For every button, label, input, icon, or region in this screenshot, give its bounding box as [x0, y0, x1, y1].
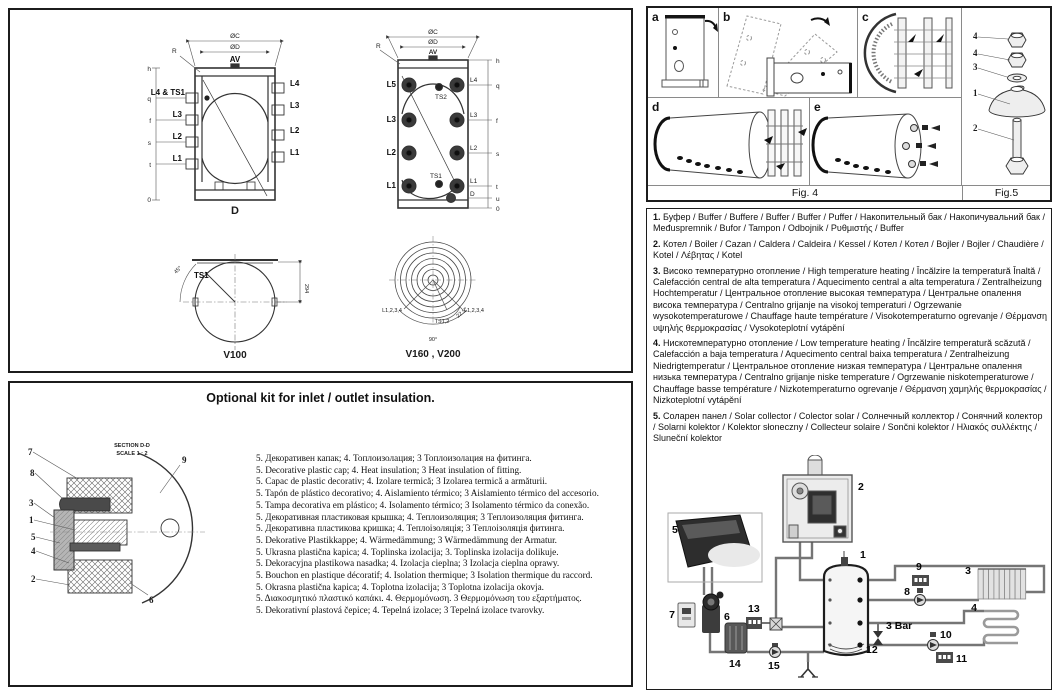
label-11: 11 — [956, 653, 968, 665]
callout-2: 2 — [31, 574, 36, 584]
kit-translation-list — [256, 453, 628, 617]
v100-bottom-labels — [173, 265, 309, 361]
label-2: 2 — [858, 481, 864, 493]
kit-line: 5. Декоративен капак; 4. Топлоизолация; 3 Топлоизолация на фитинга. — [256, 453, 532, 463]
solar-controller — [678, 603, 695, 627]
label-14: 14 — [729, 658, 741, 670]
port-label: L2 — [172, 132, 182, 141]
label-1: 1 — [860, 549, 866, 561]
kit-line: 5. Dekorativní plastová čepice; 4. Tepelná izolace; 3 Tepelná izolace tvarovky. — [256, 605, 545, 616]
dim-letter: q — [496, 83, 500, 90]
legend-item — [653, 411, 1047, 445]
base-label: D — [231, 205, 239, 217]
mounting-figures-panel — [646, 6, 1052, 202]
buffer-tank — [824, 551, 868, 655]
kit-line: 5. Capac de plastic decorativ; 4. Izolare termică; 3 Izolarea termică a armăturii. — [256, 476, 548, 487]
foot-callout-4a: 4 — [973, 31, 978, 41]
kit-line: 5. Bouchon en plastique décoratif; 4. Isolation thermique; 3 Isolation thermique du raccord. — [256, 570, 593, 581]
drain-symbol — [798, 662, 818, 677]
figure-b-drawing — [719, 8, 857, 97]
v100-front-view — [152, 41, 284, 200]
dim-letter: t — [149, 162, 151, 169]
port-label: L3 — [290, 101, 300, 110]
port-label: L1 — [172, 154, 182, 163]
figure-foot-drawing — [962, 8, 1050, 185]
foot-callout-4b: 4 — [973, 48, 978, 58]
fig4-caption: Fig. 4 — [648, 185, 962, 200]
port-label: L4 & TS1 — [150, 88, 185, 97]
port-label: L1 — [386, 181, 396, 190]
view-caption: V100 — [223, 350, 247, 361]
dim-letter: h — [147, 66, 151, 73]
view-caption: V160 , V200 — [405, 349, 461, 360]
ports-label: L1,2,3,4 — [464, 308, 484, 314]
port-label: L5 — [386, 80, 396, 89]
kit-line: 5. Ukrasna plastična kapica; 4. Toplinska izolacija; 3. Toplinska izolacija dolikuje. — [256, 546, 559, 557]
sensor-label: TS2 — [435, 94, 447, 101]
angle-label: 45° — [173, 265, 184, 276]
boiler — [783, 455, 852, 542]
legend-item-number: 5. — [653, 410, 661, 421]
section-title — [114, 443, 150, 457]
tank-dimensions-panel — [8, 8, 633, 373]
dim-letter: f — [149, 118, 151, 125]
legend-list — [653, 212, 1047, 449]
section-drawing — [33, 452, 205, 603]
sensor-label: TS1 — [194, 271, 209, 280]
port-label: L3 — [470, 112, 478, 119]
callout-9: 9 — [182, 455, 187, 465]
heat-exchanger — [725, 623, 747, 653]
foot-callout-3: 3 — [973, 62, 978, 72]
figure-c-label: c — [862, 10, 869, 24]
dim-letter: f — [496, 118, 498, 125]
kit-line: 5. Декоративная пластиковая крышка; 4. Теплоизоляция; 3 Теплоизоляция фитинга. — [256, 511, 584, 522]
air-vent-label: AV — [229, 55, 241, 64]
v200-bottom-labels — [382, 307, 484, 360]
legend-item-text: Високо температурно отопление / High temperature heating / Încălzire la temperatură Înaltă / Calefacción central de alta temperatura / Aquecimento central a alta temperatura / Zentralheizung Hochtemperatur / Центральное отопление высокая температура / Центральне опалення висока температура / Centralno grijanje na visokoj temperaturi / Ogrzewanie wysokotemperaturowe / Chauffage haute température / Visokotemperaturno ogrevanje / Θέρμανση υψηλής θερμοκρασίας / Vysokoteplotní vytápění — [653, 265, 1047, 333]
port-label: L1 — [290, 148, 300, 157]
label-12: 12 — [866, 644, 878, 656]
kit-line: 5. Tampa decorativa em plástico; 4. Isolamento térmico; 3 Isolamento térmico da conexão. — [256, 499, 590, 510]
figure-c-drawing — [858, 8, 961, 97]
air-vent-label: AV — [428, 49, 438, 56]
label-7: 7 — [669, 609, 675, 621]
radiator — [978, 569, 1026, 599]
dim-letter: 0 — [496, 206, 500, 213]
figure-c — [858, 8, 962, 98]
legend-item — [653, 239, 1047, 262]
angle-label: 22.5° — [455, 306, 470, 320]
figure-foot-exploded — [962, 8, 1050, 185]
dim-letter: 0 — [147, 197, 151, 204]
port-label: L2 — [290, 126, 300, 135]
callout-6: 6 — [149, 595, 154, 605]
foot-callout-1: 1 — [973, 88, 978, 98]
dim-phi-d: ØD — [428, 39, 438, 46]
drain-label: D — [470, 191, 475, 198]
fig5-caption: Fig.5 — [962, 185, 1050, 200]
port-label: L3 — [172, 110, 182, 119]
label-9: 9 — [916, 561, 922, 573]
label-4: 4 — [971, 602, 977, 614]
callout-8: 8 — [30, 468, 35, 478]
callout-5: 5 — [31, 532, 36, 542]
dim-letter: s — [496, 151, 500, 158]
scale-label: SCALE 1 : 2 — [116, 451, 148, 457]
sensor-label: TS1,2 — [434, 319, 450, 325]
tank-diagrams — [10, 10, 631, 371]
kit-line: 5. Dekorative Plastikkappe; 4. Wärmedämmung; 3 Wärmedämmung der Armatur. — [256, 534, 557, 545]
label-8: 8 — [904, 586, 910, 598]
section-dd-drawing — [20, 435, 252, 650]
label-15: 15 — [768, 660, 780, 672]
port-label: L4 — [290, 79, 300, 88]
legend-item — [653, 266, 1047, 334]
kit-line: 5. Okrasna plastična kapica; 4. Toplotna izolacija; 3 Toplotna izolacija okovja. — [256, 581, 544, 592]
ports-label: L1,2,3,4 — [382, 308, 402, 314]
figure-e-drawing — [810, 98, 961, 184]
label-10: 10 — [940, 629, 952, 641]
legend-item-number: 2. — [653, 238, 661, 249]
pump-15 — [770, 643, 781, 658]
label-3: 3 — [965, 565, 971, 577]
callout-1: 1 — [29, 515, 34, 525]
dim-letter: h — [496, 58, 500, 65]
legend-item — [653, 212, 1047, 235]
kit-line: 5. Dekoracyjna plastikowa nasadka; 4. Izolacja cieplna; 3 Izolacja cieplna oprawy. — [256, 558, 560, 569]
kit-line: 5. Decorative plastic cap; 4. Heat insulation; 3 Heat insulation of fitting. — [256, 464, 522, 475]
safety-valve — [873, 623, 883, 645]
dim-letter: s — [147, 140, 151, 147]
system-schematic — [648, 455, 1050, 685]
port-label: L3 — [386, 115, 396, 124]
dim-294: 294 — [303, 284, 309, 294]
arc-label: 90° — [428, 337, 438, 343]
figure-b-label: b — [723, 10, 731, 24]
figure-d-label: d — [652, 100, 660, 114]
legend-item-text: Нискотемпературно отопление / Low temperature heating / Încălzire temperatură scăzută / Calefacción a baja temperatura / Aquecimento central baixa temperatura / Zentralheizung Niedrigtemperatur / Центральное отопление низкая температура / Центральне опалення низька температура / Centralno grijanje niske temperature / Ogrzewanie niskotemperaturowe / Chauffage basse température / Nizkotemperaturno ogrevanje / Θέρμανση χαμηλής θερμοκρασίας / Nizkoteplotní vytápění — [653, 338, 1047, 406]
kit-line: 5. Декоративна пластикова кришка; 4. Теплоізоляція; 3 Теплоізоляція фитинга. — [256, 523, 565, 534]
figure-b — [719, 8, 858, 98]
callout-4: 4 — [31, 546, 36, 556]
legend-and-schematic-panel — [646, 208, 1052, 690]
figure-a-label: a — [652, 10, 659, 24]
kit-line: 5. Διακοσμητικό πλαστικό καπάκι. 4. Θερμομόνωση. 3 Θερμομόνωση του εξαρτήματος. — [256, 593, 582, 604]
v100-bottom-view — [180, 254, 302, 350]
port-label: L1 — [470, 178, 478, 185]
kit-line: 5. Tapón de plástico decorativo; 4. Aislamiento térmico; 3 Aislamiento térmico del accesorio. — [256, 488, 599, 499]
dim-letter: u — [496, 196, 500, 203]
figure-e-label: e — [814, 100, 821, 114]
label-5: 5 — [672, 524, 678, 536]
solar-collector — [668, 513, 762, 582]
label-6: 6 — [724, 611, 730, 623]
legend-item-text: Котел / Boiler / Cazan / Caldera / Caldeira / Kessel / Котел / Котел / Bojler / Bojler / Chaudière / Kotel / Λέβητας / Kotel — [653, 238, 1044, 261]
legend-item-text: Соларен панел / Solar collector / Colector solar / Солнечный коллектор / Сонячний колектор / Solarni kolektor / Kolektor słoneczny / Collecteur solaire / Sončni kolektor / Ηλιακός συλλέκτης / Sluneční kolektor — [653, 410, 1043, 444]
foot-callout-2: 2 — [973, 123, 978, 133]
figure-a — [648, 8, 719, 98]
sensor-label: TS1 — [430, 173, 442, 180]
section-label: SECTION D-D — [114, 443, 150, 449]
legend-item-number: 3. — [653, 265, 661, 276]
label-13: 13 — [748, 603, 760, 615]
label-3bar: 3 Bar — [886, 620, 913, 632]
radius-label: R — [172, 48, 177, 55]
figure-d — [648, 98, 810, 185]
solar-pump-station — [702, 592, 724, 634]
figure-d-drawing — [648, 98, 809, 184]
callout-7: 7 — [28, 447, 33, 457]
insulation-kit-panel — [8, 381, 633, 687]
legend-item — [653, 338, 1047, 406]
port-label: L2 — [470, 145, 478, 152]
kit-title: Optional kit for inlet / outlet insulation. — [206, 391, 435, 405]
dim-phi-d: ØD — [230, 44, 240, 51]
dim-phi-c: ØC — [428, 29, 438, 36]
figure-e — [810, 98, 962, 185]
radius-label: R — [376, 43, 381, 50]
floor-heating-coil — [984, 611, 1018, 643]
callout-3: 3 — [29, 498, 34, 508]
port-label: L4 — [470, 77, 478, 84]
legend-item-number: 1. — [653, 212, 661, 222]
port-label: L2 — [386, 148, 396, 157]
dim-phi-c: ØC — [230, 33, 240, 40]
dim-letter: t — [496, 184, 498, 191]
mixing-valve-13 — [746, 617, 782, 630]
legend-item-number: 4. — [653, 338, 661, 349]
legend-item-text: Буфер / Buffer / Buffere / Buffer / Buffer / Puffer / Накопительный бак / Накопичувальний бак / Međuspremnik / Bufor / Tampon / Odbojnik / Ρυθμιστής / Buffer — [653, 212, 1045, 234]
dim-letter: q — [147, 96, 151, 103]
